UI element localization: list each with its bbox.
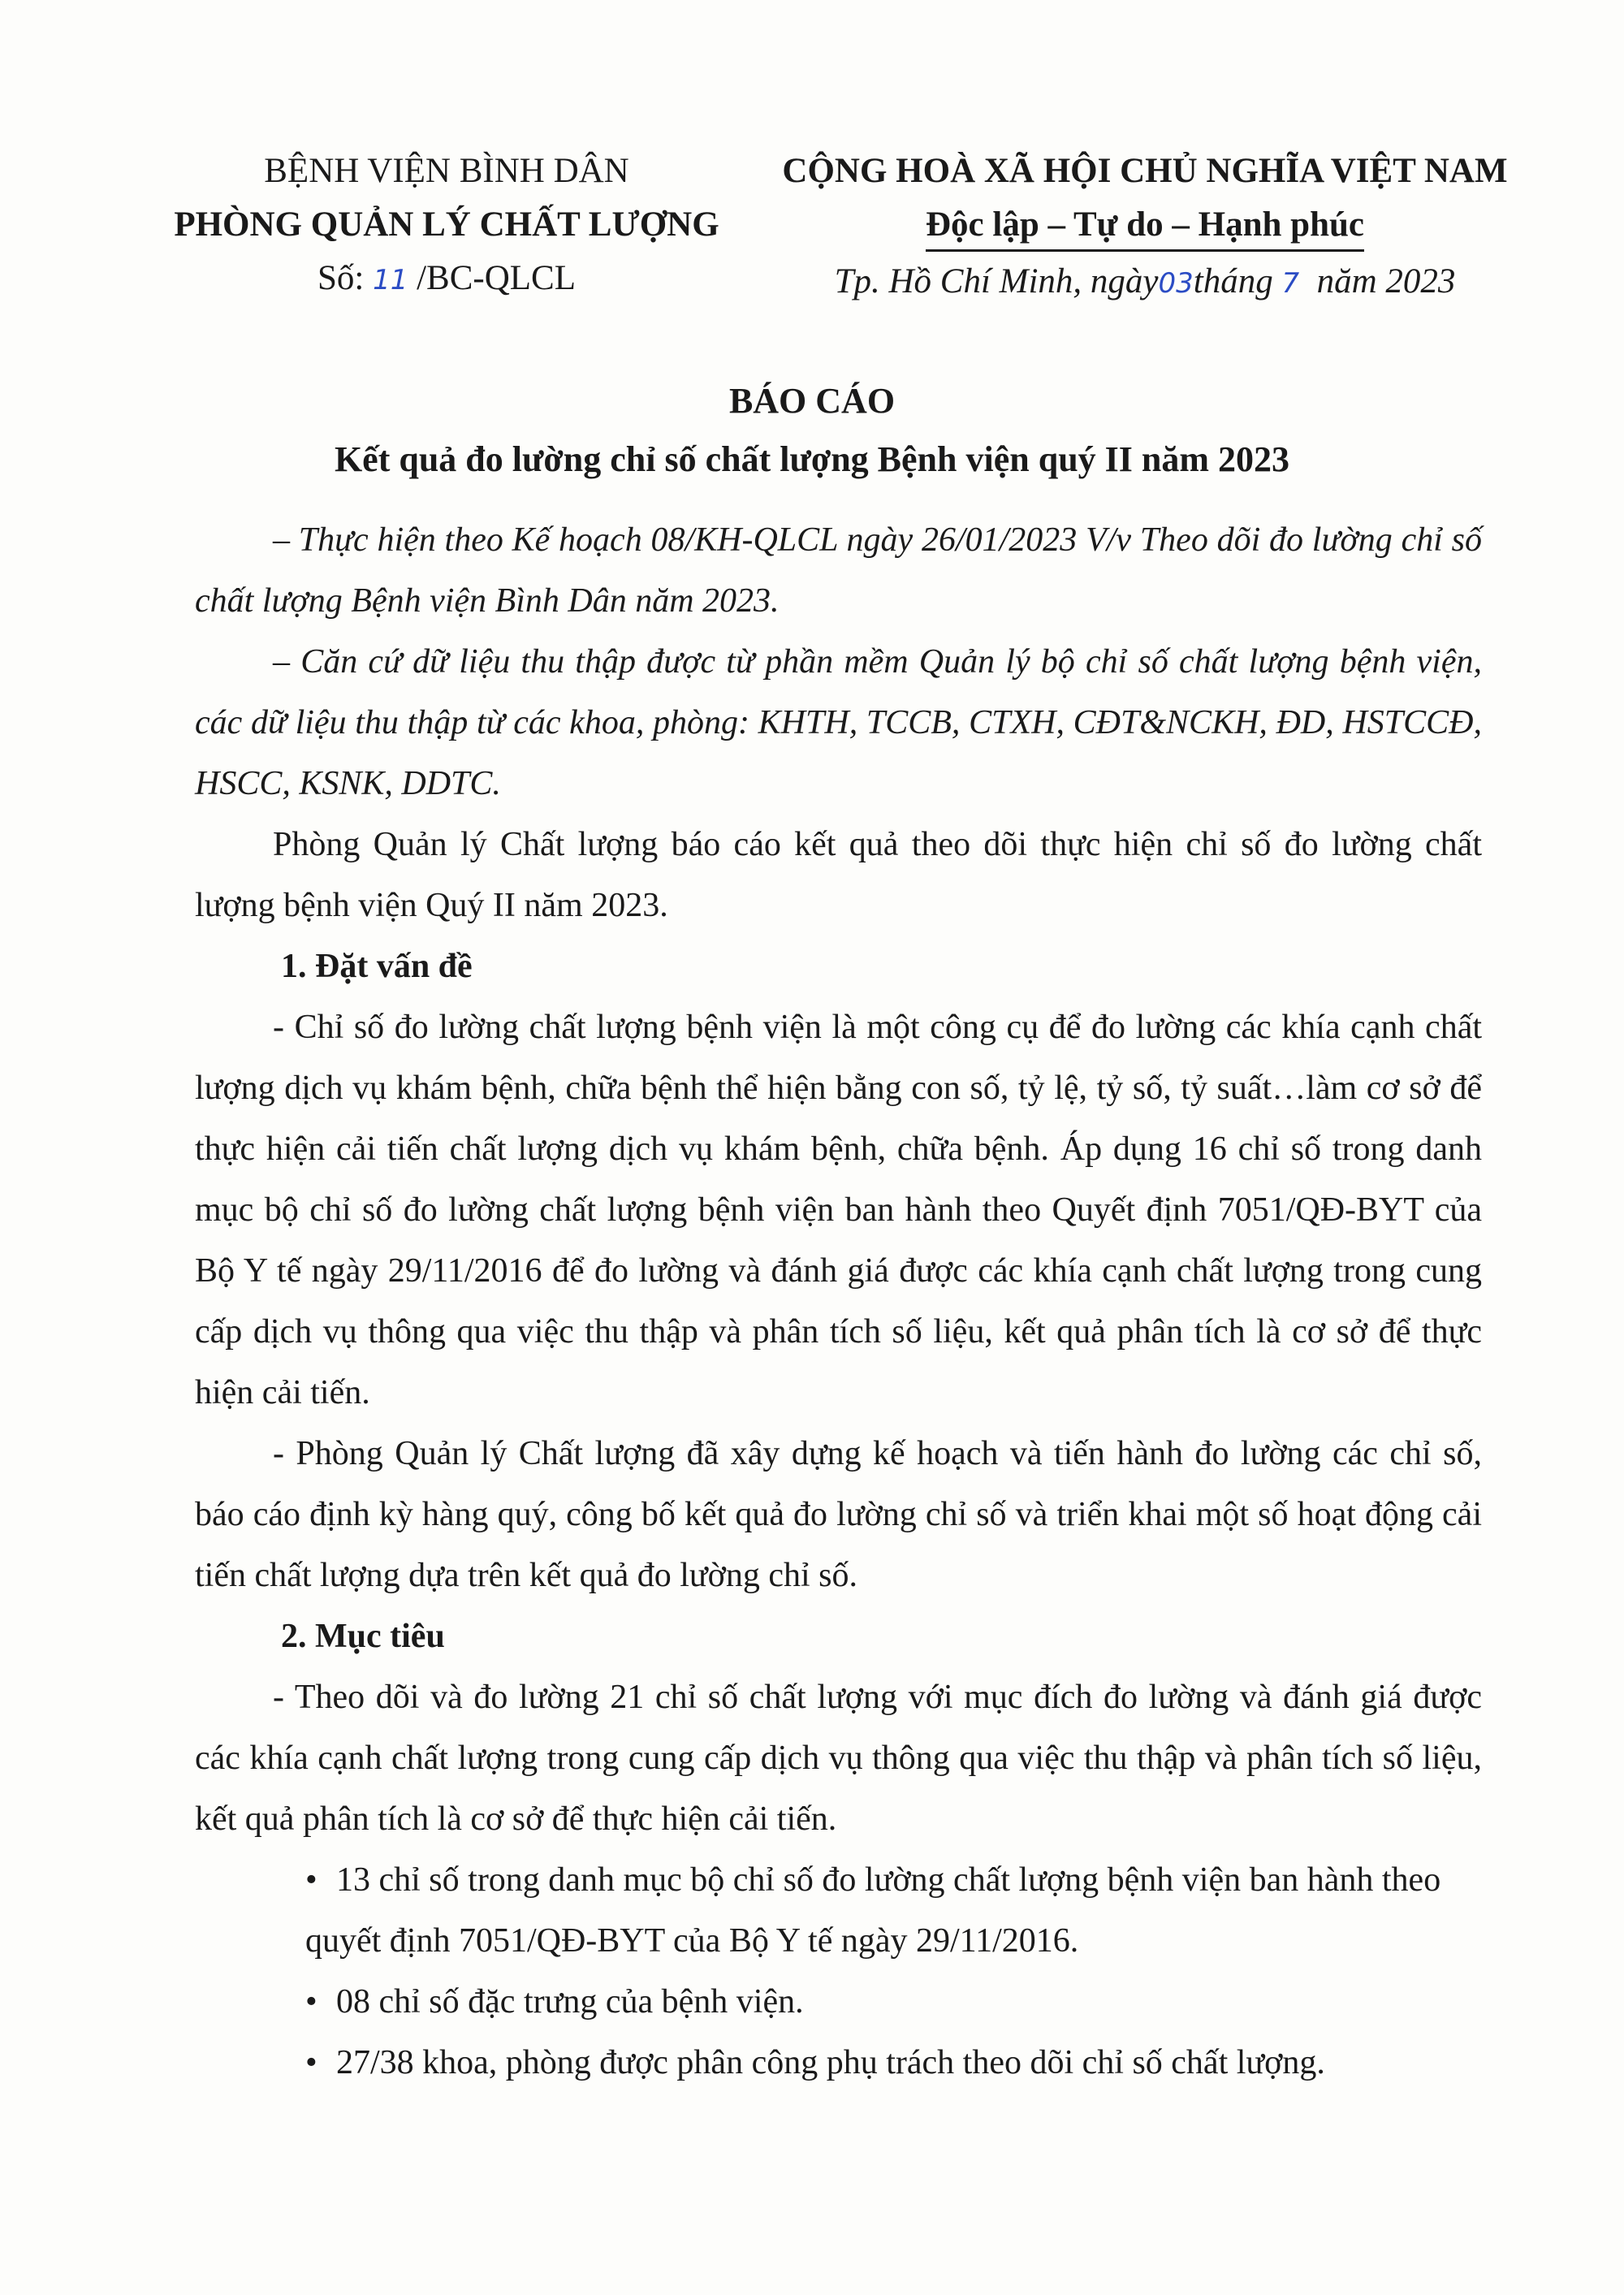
section-heading-1: 1. Đặt vấn đề: [281, 948, 473, 985]
nation-name: CỘNG HOÀ XÃ HỘI CHỦ NGHĨA VIỆT NAM: [782, 152, 1508, 190]
paragraph-problem-2: - Phòng Quản lý Chất lượng đã xây dựng kế hoạch và tiến hành đo lường các chỉ số, báo cáo định kỳ hàng quý, công bố kết quả đo lường chỉ số và triển khai một số hoạt động cải tiến chất lượng dựa trên kết quả đo lường chỉ số.: [195, 1435, 1482, 1594]
bullet-item-1: [195, 1850, 1482, 1911]
title-main: BÁO CÁO: [728, 381, 896, 421]
header-right: [780, 145, 1510, 310]
bullet-2-text: 08 chỉ số đặc trưng của bệnh viện.: [336, 1983, 804, 2021]
paragraph-problem-1: - Chỉ số đo lường chất lượng bệnh viện là một công cụ để đo lường các khía cạnh chất lượng dịch vụ khám bệnh, chữa bệnh thể hiện bằng con số, tỷ lệ, tỷ số, tỷ suất…làm cơ sở để thực hiện cải tiến chất lượng dịch vụ khám bệnh, chữa bệnh. Áp dụng 16 chỉ số trong danh mục bộ chỉ số đo lường chất lượng bệnh viện ban hành theo Quyết định 7051/QĐ-BYT của Bộ Y tế ngày 29/11/2016 để đo lường và đánh giá được các khía cạnh chất lượng trong cung cấp dịch vụ thông qua việc thu thập và phân tích số liệu, kết quả phân tích là cơ sở để thực hiện cải tiến.: [195, 1009, 1482, 1411]
date-part-1: Tp. Hồ Chí Minh, ngày: [834, 262, 1159, 300]
document-date: [780, 255, 1510, 310]
bullet-item-1-continued: [195, 1911, 1482, 1972]
paragraph-report-intro: Phòng Quản lý Chất lượng báo cáo kết quả theo dõi thực hiện chỉ số đo lường chất lượng bệnh viện Quý II năm 2023.: [195, 826, 1482, 924]
bullet-icon: •: [305, 1861, 317, 1899]
national-motto: Độc lập – Tự do – Hạnh phúc: [926, 202, 1364, 252]
report-title: [0, 372, 1624, 489]
number-prefix: Số:: [317, 259, 365, 297]
department-name: PHÒNG QUẢN LÝ CHẤT LƯỢNG: [174, 205, 719, 244]
paragraph-data-basis: – Căn cứ dữ liệu thu thập được từ phần mềm Quản lý bộ chỉ số chất lượng bệnh viện, các dữ liệu thu thập từ các khoa, phòng: KHTH, TCCB, CTXH, CĐT&NCKH, ĐD, HSTCCĐ, HSCC, KSNK, DDTC.: [195, 643, 1482, 802]
number-suffix: /BC-QLCL: [417, 259, 577, 297]
bullet-1-line-1: 13 chỉ số trong danh mục bộ chỉ số đo lường chất lượng bệnh viện ban hành theo: [336, 1861, 1441, 1899]
bullet-item-3: [195, 2033, 1482, 2094]
handwritten-month: 7: [1281, 267, 1300, 300]
header-left: [154, 145, 739, 307]
handwritten-number: 11: [373, 264, 408, 296]
bullet-icon: •: [305, 2044, 317, 2081]
bullet-item-2: [195, 1972, 1482, 2033]
paragraph-plan-reference: – Thực hiện theo Kế hoạch 08/KH-QLCL ngày 26/01/2023 V/v Theo dõi đo lường chỉ số chất lượng Bệnh viện Bình Dân năm 2023.: [195, 521, 1482, 620]
section-heading-2: 2. Mục tiêu: [281, 1618, 445, 1655]
handwritten-day: 03: [1158, 267, 1194, 300]
bullet-1-line-2: quyết định 7051/QĐ-BYT của Bộ Y tế ngày 29/11/2016.: [305, 1922, 1079, 1960]
date-part-2: tháng: [1193, 262, 1273, 300]
title-sub: Kết quả đo lường chỉ số chất lượng Bệnh viện quý II năm 2023: [334, 439, 1290, 479]
paragraph-objective: - Theo dõi và đo lường 21 chỉ số chất lượng với mục đích đo lường và đánh giá được các khía cạnh chất lượng trong cung cấp dịch vụ thông qua việc thu thập và phân tích số liệu, kết quả phân tích là cơ sở để thực hiện cải tiến.: [195, 1679, 1482, 1838]
date-part-3: năm 2023: [1316, 262, 1456, 300]
bullet-3-text: 27/38 khoa, phòng được phân công phụ trách theo dõi chỉ số chất lượng.: [336, 2044, 1325, 2081]
document-number: [154, 252, 739, 307]
organization-name: BỆNH VIỆN BÌNH DÂN: [264, 152, 629, 190]
report-body: [195, 510, 1482, 2094]
bullet-icon: •: [305, 1983, 317, 2021]
